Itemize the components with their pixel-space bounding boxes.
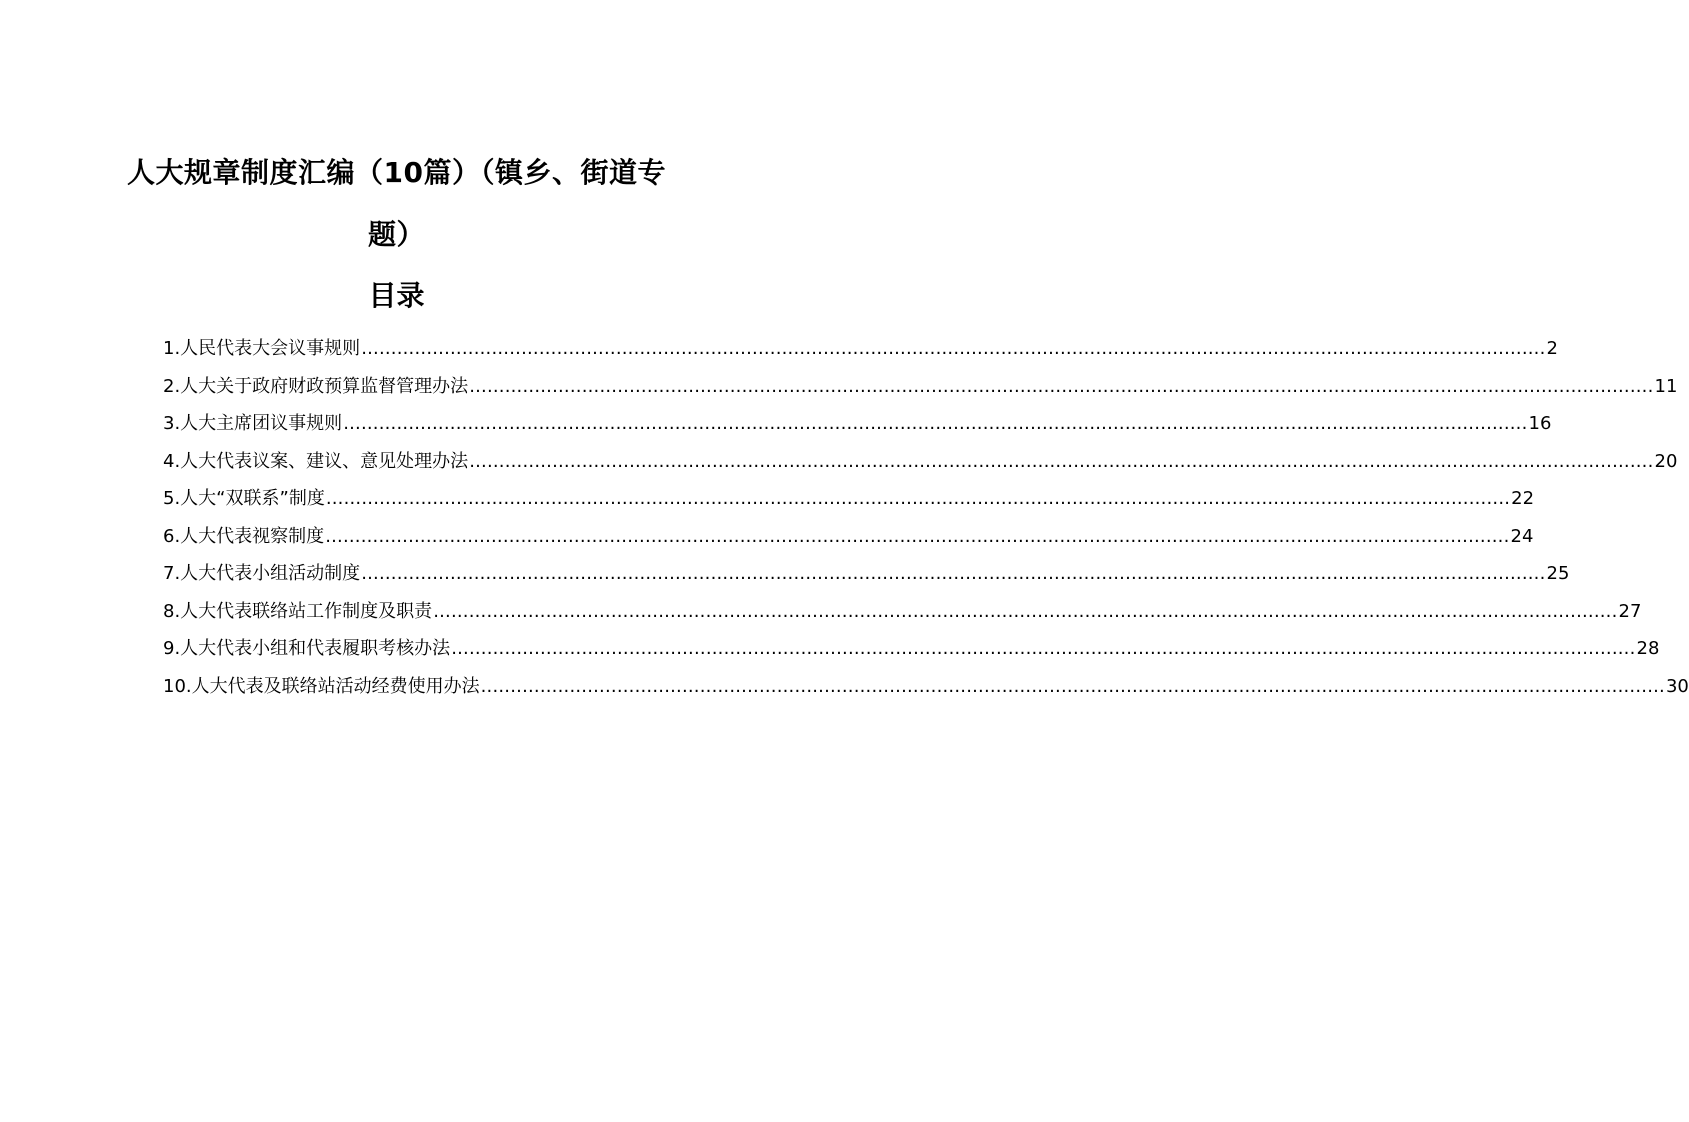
toc-entry-label: 9.人大代表小组和代表履职考核办法 xyxy=(163,638,451,659)
toc-dot-leader: ........................................................................................................................................................................................................ xyxy=(451,638,1636,659)
toc-entry-label: 10.人大代表及联络站活动经费使用办法 xyxy=(163,675,480,697)
toc-entry-7[interactable] xyxy=(163,555,1570,593)
toc-entry-label: 4.人大代表议案、建议、意见处理办法 xyxy=(163,450,469,472)
toc-dot-leader: ........................................................................................................................................................................................................ xyxy=(325,488,1511,509)
toc-entry-5[interactable] xyxy=(163,480,1535,518)
toc-entry-label: 1.人民代表大会议事规则 xyxy=(163,338,361,359)
toc-entry-page: 27 xyxy=(1618,600,1642,622)
toc-entry-page: 20 xyxy=(1654,450,1678,472)
document-title: 人大规章制度汇编（10篇）（镇乡、街道专题） xyxy=(127,156,666,251)
toc-entry-10[interactable] xyxy=(163,668,1689,706)
toc-entry-9[interactable] xyxy=(163,630,1660,668)
toc-entry-label: 2.人大关于政府财政预算监督管理办法 xyxy=(163,375,469,397)
toc-dot-leader: ........................................................................................................................................................................................................ xyxy=(480,675,1665,697)
toc-entry-6[interactable] xyxy=(163,518,1534,556)
toc-dot-leader: ........................................................................................................................................................................................................ xyxy=(433,600,1618,622)
toc-entry-page: 28 xyxy=(1636,638,1660,659)
toc-dot-leader: ........................................................................................................................................................................................................ xyxy=(469,450,1654,472)
toc-entry-label: 7.人大代表小组活动制度 xyxy=(163,563,361,584)
toc-entry-label: 8.人大代表联络站工作制度及职责 xyxy=(163,600,433,622)
table-of-contents xyxy=(163,330,1689,705)
toc-dot-leader: ........................................................................................................................................................................................................ xyxy=(343,413,1528,434)
toc-entry-4[interactable] xyxy=(163,443,1678,481)
toc-dot-leader: ........................................................................................................................................................................................................ xyxy=(361,338,1546,359)
toc-entry-2[interactable] xyxy=(163,368,1678,406)
toc-entry-page: 25 xyxy=(1546,563,1570,584)
toc-heading: 目录 xyxy=(368,279,425,312)
toc-dot-leader: ........................................................................................................................................................................................................ xyxy=(469,375,1654,397)
toc-dot-leader: ........................................................................................................................................................................................................ xyxy=(361,563,1546,584)
toc-dot-leader: ........................................................................................................................................................................................................ xyxy=(325,525,1510,547)
toc-entry-page: 11 xyxy=(1654,375,1678,397)
toc-entry-page: 22 xyxy=(1511,488,1535,509)
toc-entry-label: 3.人大主席团议事规则 xyxy=(163,413,343,434)
toc-entry-label: 5.人大“双联系”制度 xyxy=(163,488,325,509)
toc-entry-page: 2 xyxy=(1546,338,1558,359)
toc-entry-8[interactable] xyxy=(163,593,1642,631)
toc-entry-3[interactable] xyxy=(163,405,1552,443)
toc-entry-label: 6.人大代表视察制度 xyxy=(163,525,325,547)
toc-entry-page: 24 xyxy=(1510,525,1534,547)
toc-entry-page: 16 xyxy=(1528,413,1552,434)
toc-entry-page: 30 xyxy=(1665,675,1689,697)
toc-entry-1[interactable] xyxy=(163,330,1558,368)
